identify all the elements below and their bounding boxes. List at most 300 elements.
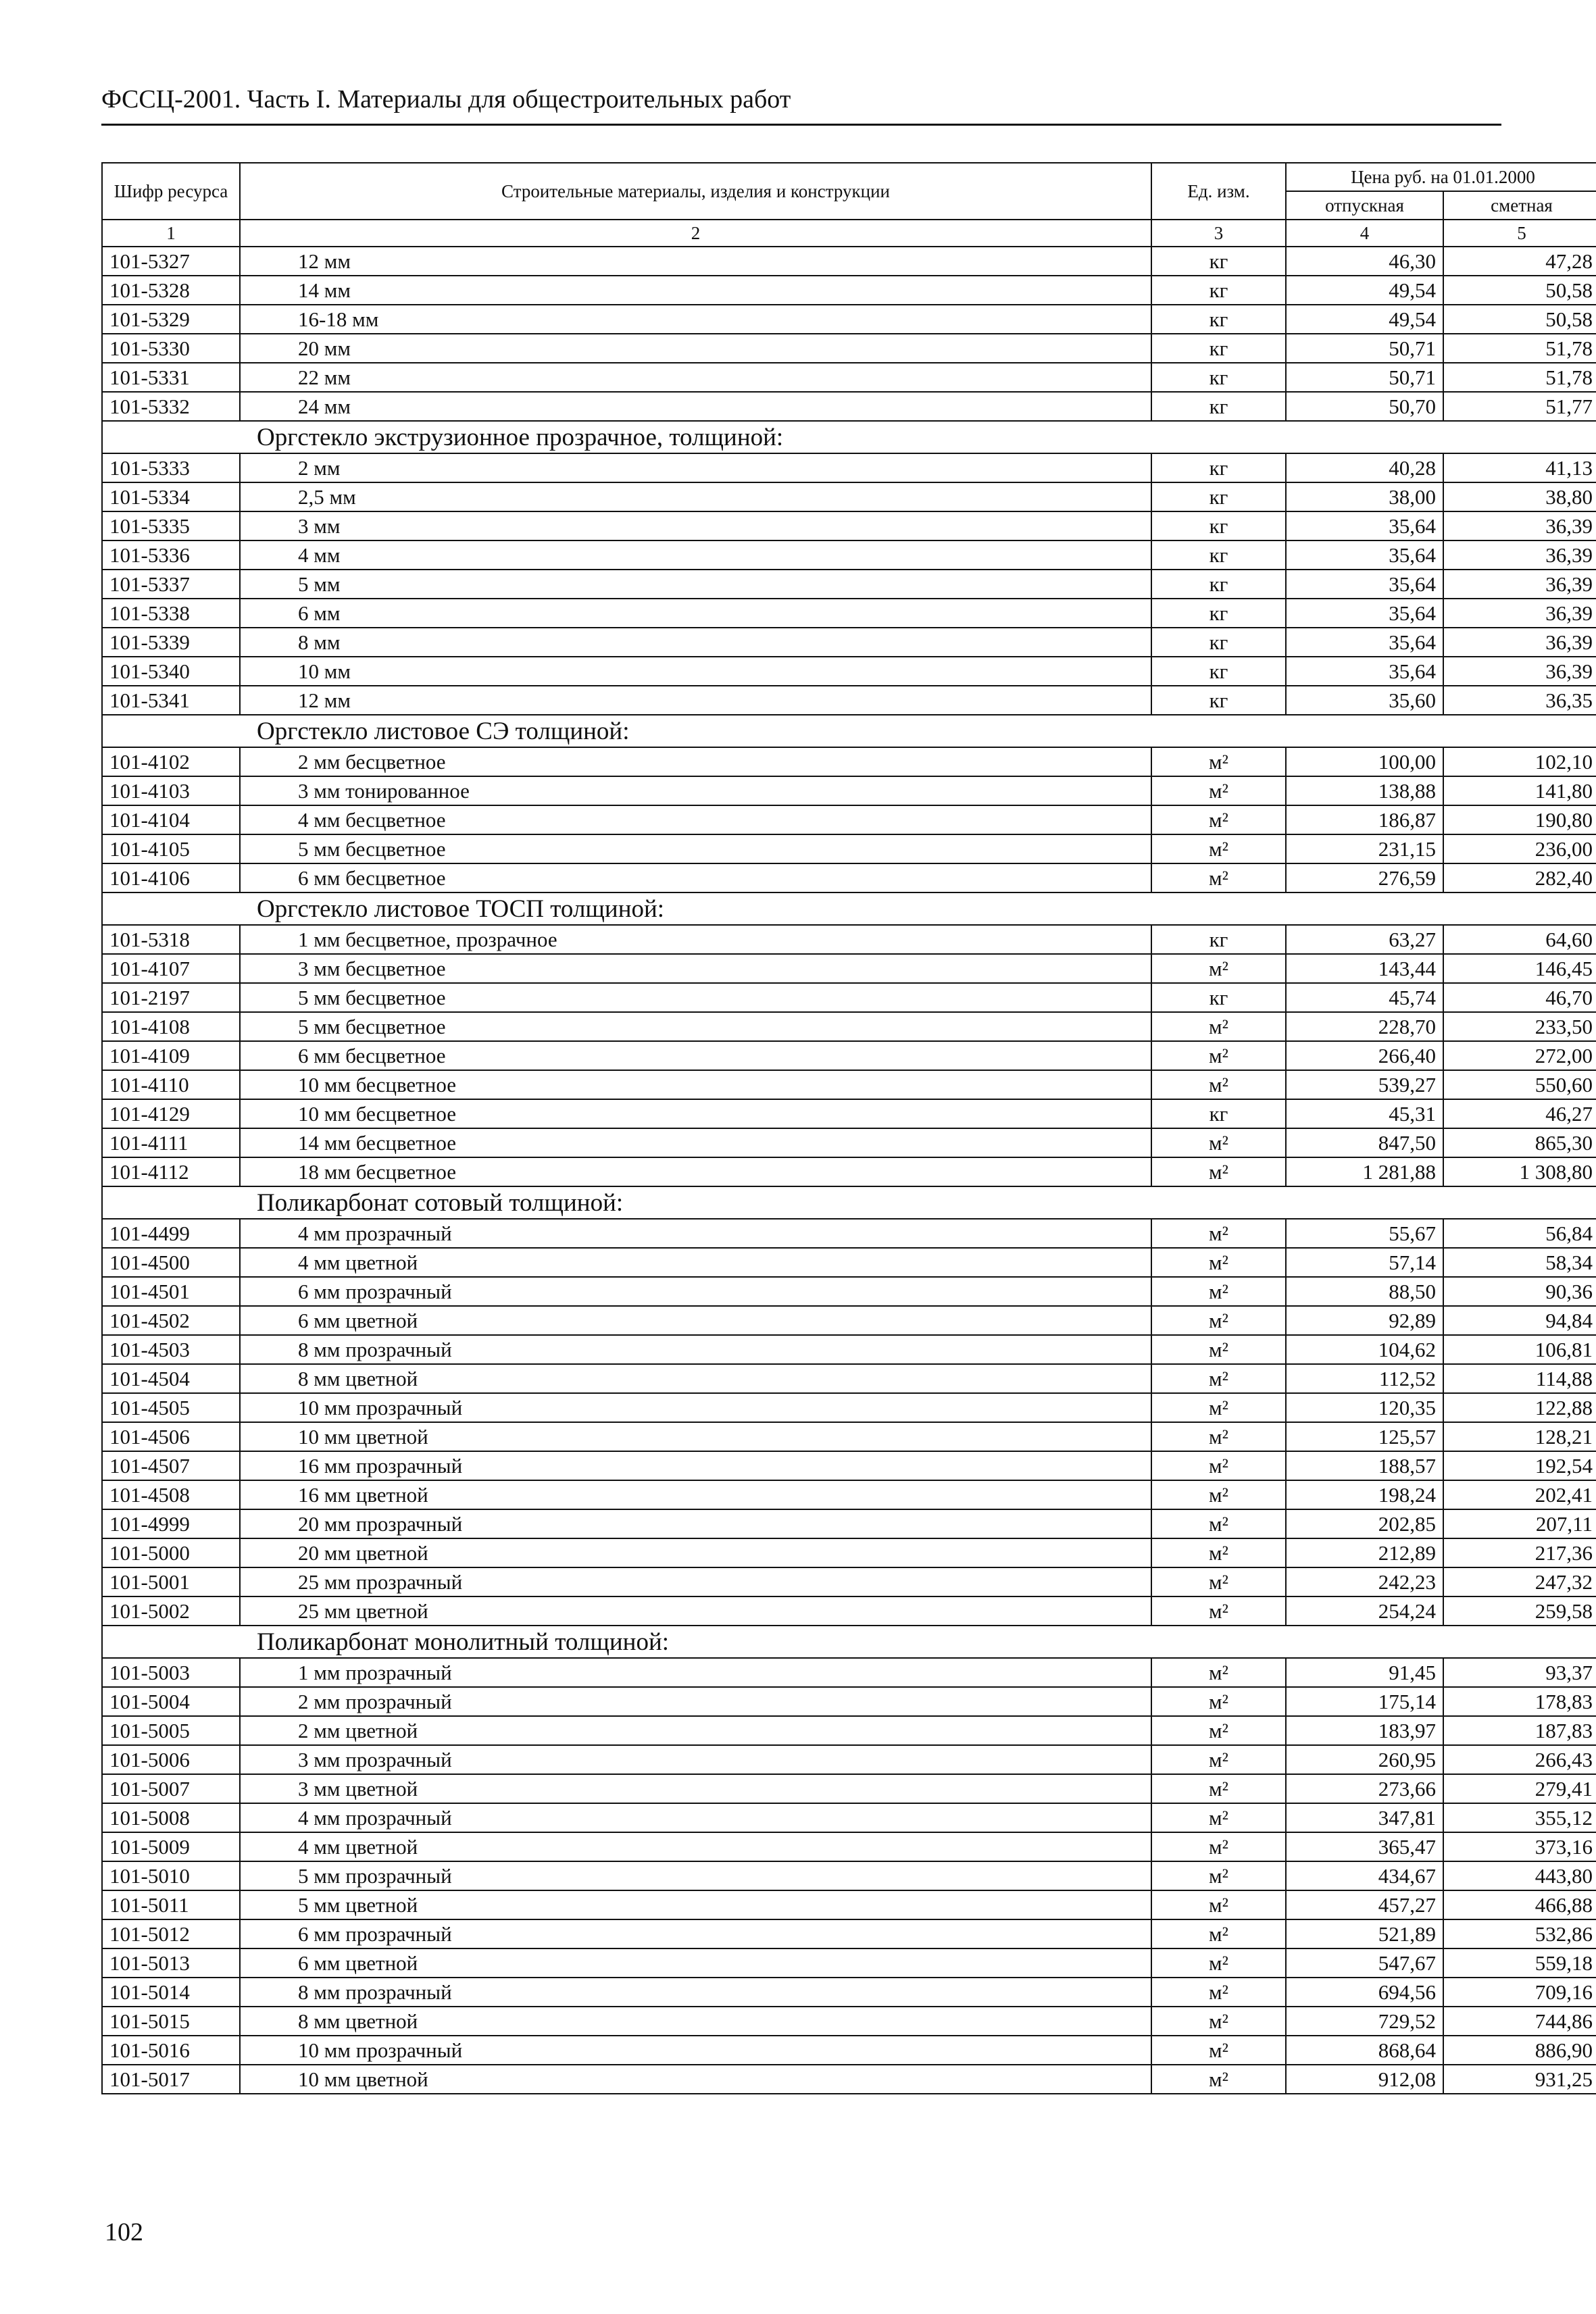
material-name: 2 мм цветной	[240, 1716, 1151, 1745]
release-price: 49,54	[1286, 276, 1443, 305]
resource-code: 101-4111	[102, 1128, 240, 1157]
unit-cell: м²	[1151, 2065, 1286, 2094]
estimate-price: 51,78	[1443, 363, 1596, 392]
material-name: 6 мм бесцветное	[240, 1041, 1151, 1070]
unit-cell: м²	[1151, 1567, 1286, 1596]
resource-code: 101-5012	[102, 1919, 240, 1948]
table-row	[102, 628, 1596, 657]
material-name: 1 мм прозрачный	[240, 1658, 1151, 1687]
release-price: 912,08	[1286, 2065, 1443, 2094]
release-price: 50,71	[1286, 363, 1443, 392]
table-row	[102, 1480, 1596, 1509]
table-row	[102, 1596, 1596, 1626]
estimate-price: 178,83	[1443, 1687, 1596, 1716]
unit-cell: м²	[1151, 1041, 1286, 1070]
table-row	[102, 1422, 1596, 1451]
release-price: 46,30	[1286, 247, 1443, 276]
release-price: 45,74	[1286, 983, 1443, 1012]
column-number: 2	[240, 220, 1151, 247]
estimate-price: 38,80	[1443, 482, 1596, 511]
unit-cell: м²	[1151, 834, 1286, 863]
material-name: 6 мм	[240, 599, 1151, 628]
resource-code: 101-4502	[102, 1306, 240, 1335]
release-price: 1 281,88	[1286, 1157, 1443, 1186]
material-name: 10 мм прозрачный	[240, 2036, 1151, 2065]
estimate-price: 202,41	[1443, 1480, 1596, 1509]
material-name: 4 мм прозрачный	[240, 1219, 1151, 1248]
material-name: 3 мм бесцветное	[240, 954, 1151, 983]
estimate-price: 550,60	[1443, 1070, 1596, 1099]
material-name: 2 мм	[240, 453, 1151, 482]
material-name: 5 мм прозрачный	[240, 1861, 1151, 1890]
table-row	[102, 747, 1596, 776]
material-name: 8 мм	[240, 628, 1151, 657]
unit-cell: м²	[1151, 747, 1286, 776]
release-price: 202,85	[1286, 1509, 1443, 1538]
estimate-price: 90,36	[1443, 1277, 1596, 1306]
resource-code: 101-5007	[102, 1774, 240, 1803]
table-row	[102, 305, 1596, 334]
unit-cell: кг	[1151, 392, 1286, 421]
table-row	[102, 925, 1596, 954]
section-row	[102, 421, 1596, 453]
release-price: 104,62	[1286, 1335, 1443, 1364]
table-row	[102, 482, 1596, 511]
table-row	[102, 1248, 1596, 1277]
table-row	[102, 1716, 1596, 1745]
unit-cell: м²	[1151, 1335, 1286, 1364]
release-price: 457,27	[1286, 1890, 1443, 1919]
unit-cell: м²	[1151, 1509, 1286, 1538]
resource-code: 101-4504	[102, 1364, 240, 1393]
unit-cell: м²	[1151, 805, 1286, 834]
release-price: 254,24	[1286, 1596, 1443, 1626]
estimate-price: 373,16	[1443, 1832, 1596, 1861]
release-price: 273,66	[1286, 1774, 1443, 1803]
material-name: 4 мм бесцветное	[240, 805, 1151, 834]
table-row	[102, 863, 1596, 892]
section-title: Оргстекло листовое СЭ толщиной:	[102, 715, 1596, 747]
resource-code: 101-5015	[102, 2007, 240, 2036]
table-header	[102, 163, 1596, 247]
material-name: 14 мм бесцветное	[240, 1128, 1151, 1157]
unit-cell: кг	[1151, 657, 1286, 686]
unit-cell: м²	[1151, 1422, 1286, 1451]
table-row	[102, 1219, 1596, 1248]
unit-cell: кг	[1151, 453, 1286, 482]
unit-cell: м²	[1151, 1596, 1286, 1626]
table-row	[102, 1306, 1596, 1335]
table-row	[102, 1538, 1596, 1567]
estimate-price: 50,58	[1443, 276, 1596, 305]
table-row	[102, 2065, 1596, 2094]
unit-cell: кг	[1151, 983, 1286, 1012]
table-row	[102, 1277, 1596, 1306]
material-name: 10 мм прозрачный	[240, 1393, 1151, 1422]
unit-cell: м²	[1151, 1978, 1286, 2007]
estimate-price: 709,16	[1443, 1978, 1596, 2007]
resource-code: 101-5002	[102, 1596, 240, 1626]
release-price: 365,47	[1286, 1832, 1443, 1861]
unit-cell: кг	[1151, 1099, 1286, 1128]
release-price: 212,89	[1286, 1538, 1443, 1567]
resource-code: 101-4503	[102, 1335, 240, 1364]
release-price: 91,45	[1286, 1658, 1443, 1687]
estimate-price: 865,30	[1443, 1128, 1596, 1157]
material-name: 5 мм	[240, 570, 1151, 599]
release-price: 539,27	[1286, 1070, 1443, 1099]
estimate-price: 36,39	[1443, 657, 1596, 686]
resource-code: 101-5336	[102, 540, 240, 570]
release-price: 120,35	[1286, 1393, 1443, 1422]
resource-code: 101-5010	[102, 1861, 240, 1890]
material-name: 6 мм цветной	[240, 1306, 1151, 1335]
estimate-price: 207,11	[1443, 1509, 1596, 1538]
material-name: 12 мм	[240, 247, 1151, 276]
table-row	[102, 1948, 1596, 1978]
release-price: 49,54	[1286, 305, 1443, 334]
unit-cell: м²	[1151, 1070, 1286, 1099]
unit-cell: кг	[1151, 540, 1286, 570]
estimate-price: 266,43	[1443, 1745, 1596, 1774]
resource-code: 101-5005	[102, 1716, 240, 1745]
header-estimate-price: сметная	[1443, 191, 1596, 220]
table-row	[102, 392, 1596, 421]
table-row	[102, 983, 1596, 1012]
header-release-price: отпускная	[1286, 191, 1443, 220]
estimate-price: 259,58	[1443, 1596, 1596, 1626]
table-row	[102, 1393, 1596, 1422]
resource-code: 101-5017	[102, 2065, 240, 2094]
estimate-price: 886,90	[1443, 2036, 1596, 2065]
unit-cell: кг	[1151, 570, 1286, 599]
estimate-price: 106,81	[1443, 1335, 1596, 1364]
material-name: 5 мм бесцветное	[240, 983, 1151, 1012]
estimate-price: 247,32	[1443, 1567, 1596, 1596]
resource-code: 101-4501	[102, 1277, 240, 1306]
table-row	[102, 657, 1596, 686]
estimate-price: 46,70	[1443, 983, 1596, 1012]
unit-cell: м²	[1151, 1716, 1286, 1745]
release-price: 112,52	[1286, 1364, 1443, 1393]
release-price: 276,59	[1286, 863, 1443, 892]
section-title: Оргстекло листовое ТОСП толщиной:	[102, 892, 1596, 925]
estimate-price: 233,50	[1443, 1012, 1596, 1041]
resource-code: 101-5341	[102, 686, 240, 715]
resource-code: 101-5337	[102, 570, 240, 599]
release-price: 260,95	[1286, 1745, 1443, 1774]
release-price: 50,71	[1286, 334, 1443, 363]
unit-cell: м²	[1151, 1832, 1286, 1861]
estimate-price: 58,34	[1443, 1248, 1596, 1277]
estimate-price: 744,86	[1443, 2007, 1596, 2036]
resource-code: 101-4106	[102, 863, 240, 892]
unit-cell: м²	[1151, 1480, 1286, 1509]
resource-code: 101-4507	[102, 1451, 240, 1480]
release-price: 55,67	[1286, 1219, 1443, 1248]
unit-cell: кг	[1151, 511, 1286, 540]
estimate-price: 279,41	[1443, 1774, 1596, 1803]
unit-cell: м²	[1151, 1890, 1286, 1919]
table-row	[102, 363, 1596, 392]
material-name: 4 мм	[240, 540, 1151, 570]
material-name: 6 мм бесцветное	[240, 863, 1151, 892]
estimate-price: 272,00	[1443, 1041, 1596, 1070]
release-price: 40,28	[1286, 453, 1443, 482]
material-name: 4 мм цветной	[240, 1248, 1151, 1277]
resource-code: 101-4999	[102, 1509, 240, 1538]
unit-cell: м²	[1151, 863, 1286, 892]
unit-cell: м²	[1151, 1364, 1286, 1393]
resource-code: 101-5328	[102, 276, 240, 305]
resource-code: 101-5006	[102, 1745, 240, 1774]
release-price: 35,64	[1286, 540, 1443, 570]
release-price: 57,14	[1286, 1248, 1443, 1277]
unit-cell: м²	[1151, 1687, 1286, 1716]
material-name: 16 мм цветной	[240, 1480, 1151, 1509]
table-row	[102, 2007, 1596, 2036]
resource-code: 101-5333	[102, 453, 240, 482]
release-price: 50,70	[1286, 392, 1443, 421]
price-table	[101, 162, 1596, 2094]
material-name: 24 мм	[240, 392, 1151, 421]
release-price: 63,27	[1286, 925, 1443, 954]
resource-code: 101-4102	[102, 747, 240, 776]
table-row	[102, 1745, 1596, 1774]
material-name: 10 мм бесцветное	[240, 1099, 1151, 1128]
release-price: 35,64	[1286, 657, 1443, 686]
resource-code: 101-5339	[102, 628, 240, 657]
material-name: 8 мм цветной	[240, 2007, 1151, 2036]
resource-code: 101-5335	[102, 511, 240, 540]
table-row	[102, 1861, 1596, 1890]
release-price: 92,89	[1286, 1306, 1443, 1335]
header-rule	[101, 124, 1501, 126]
release-price: 694,56	[1286, 1978, 1443, 2007]
resource-code: 101-4103	[102, 776, 240, 805]
release-price: 434,67	[1286, 1861, 1443, 1890]
unit-cell: м²	[1151, 1219, 1286, 1248]
unit-cell: м²	[1151, 776, 1286, 805]
resource-code: 101-4108	[102, 1012, 240, 1041]
material-name: 14 мм	[240, 276, 1151, 305]
release-price: 138,88	[1286, 776, 1443, 805]
estimate-price: 36,39	[1443, 570, 1596, 599]
table-row	[102, 1919, 1596, 1948]
release-price: 45,31	[1286, 1099, 1443, 1128]
table-row	[102, 1012, 1596, 1041]
table-row	[102, 1567, 1596, 1596]
material-name: 2 мм бесцветное	[240, 747, 1151, 776]
section-row	[102, 715, 1596, 747]
page-header: ФССЦ-2001. Часть I. Материалы для общестроительных работ	[101, 85, 791, 114]
unit-cell: м²	[1151, 1248, 1286, 1277]
release-price: 38,00	[1286, 482, 1443, 511]
release-price: 188,57	[1286, 1451, 1443, 1480]
material-name: 6 мм цветной	[240, 1948, 1151, 1978]
material-name: 20 мм цветной	[240, 1538, 1151, 1567]
unit-cell: м²	[1151, 1012, 1286, 1041]
resource-code: 101-5008	[102, 1803, 240, 1832]
unit-cell: м²	[1151, 1861, 1286, 1890]
release-price: 100,00	[1286, 747, 1443, 776]
resource-code: 101-5330	[102, 334, 240, 363]
material-name: 4 мм прозрачный	[240, 1803, 1151, 1832]
resource-code: 101-5016	[102, 2036, 240, 2065]
estimate-price: 466,88	[1443, 1890, 1596, 1919]
release-price: 35,64	[1286, 628, 1443, 657]
release-price: 228,70	[1286, 1012, 1443, 1041]
resource-code: 101-5011	[102, 1890, 240, 1919]
estimate-price: 51,77	[1443, 392, 1596, 421]
material-name: 10 мм цветной	[240, 1422, 1151, 1451]
material-name: 10 мм бесцветное	[240, 1070, 1151, 1099]
unit-cell: кг	[1151, 276, 1286, 305]
table-row	[102, 247, 1596, 276]
table-row	[102, 1335, 1596, 1364]
material-name: 8 мм прозрачный	[240, 1335, 1151, 1364]
unit-cell: м²	[1151, 1451, 1286, 1480]
table-row	[102, 2036, 1596, 2065]
release-price: 35,60	[1286, 686, 1443, 715]
table-row	[102, 805, 1596, 834]
material-name: 5 мм бесцветное	[240, 1012, 1151, 1041]
resource-code: 101-4105	[102, 834, 240, 863]
resource-code: 101-5009	[102, 1832, 240, 1861]
table-row	[102, 1774, 1596, 1803]
release-price: 547,67	[1286, 1948, 1443, 1978]
release-price: 729,52	[1286, 2007, 1443, 2036]
release-price: 198,24	[1286, 1480, 1443, 1509]
unit-cell: кг	[1151, 628, 1286, 657]
material-name: 3 мм тонированное	[240, 776, 1151, 805]
resource-code: 101-5340	[102, 657, 240, 686]
resource-code: 101-4505	[102, 1393, 240, 1422]
estimate-price: 94,84	[1443, 1306, 1596, 1335]
unit-cell: м²	[1151, 1157, 1286, 1186]
unit-cell: м²	[1151, 1658, 1286, 1687]
resource-code: 101-4500	[102, 1248, 240, 1277]
material-name: 20 мм	[240, 334, 1151, 363]
estimate-price: 443,80	[1443, 1861, 1596, 1890]
material-name: 5 мм бесцветное	[240, 834, 1151, 863]
material-name: 3 мм цветной	[240, 1774, 1151, 1803]
estimate-price: 102,10	[1443, 747, 1596, 776]
estimate-price: 36,35	[1443, 686, 1596, 715]
unit-cell: м²	[1151, 1277, 1286, 1306]
resource-code: 101-4107	[102, 954, 240, 983]
release-price: 231,15	[1286, 834, 1443, 863]
header-unit: Ед. изм.	[1151, 163, 1286, 220]
resource-code: 101-4104	[102, 805, 240, 834]
table-row	[102, 511, 1596, 540]
estimate-price: 46,27	[1443, 1099, 1596, 1128]
unit-cell: м²	[1151, 1306, 1286, 1335]
release-price: 847,50	[1286, 1128, 1443, 1157]
section-title: Поликарбонат монолитный толщиной:	[102, 1626, 1596, 1658]
unit-cell: м²	[1151, 1774, 1286, 1803]
material-name: 2 мм прозрачный	[240, 1687, 1151, 1716]
resource-code: 101-4506	[102, 1422, 240, 1451]
table-row	[102, 334, 1596, 363]
unit-cell: м²	[1151, 2036, 1286, 2065]
estimate-price: 192,54	[1443, 1451, 1596, 1480]
resource-code: 101-4499	[102, 1219, 240, 1248]
material-name: 22 мм	[240, 363, 1151, 392]
table-row	[102, 1978, 1596, 2007]
header-code: Шифр ресурса	[102, 163, 240, 220]
material-name: 10 мм цветной	[240, 2065, 1151, 2094]
estimate-price: 141,80	[1443, 776, 1596, 805]
table-row	[102, 540, 1596, 570]
resource-code: 101-5000	[102, 1538, 240, 1567]
table-row	[102, 1658, 1596, 1687]
section-row	[102, 892, 1596, 925]
table-row	[102, 1070, 1596, 1099]
unit-cell: м²	[1151, 1393, 1286, 1422]
material-name: 25 мм цветной	[240, 1596, 1151, 1626]
unit-cell: м²	[1151, 1745, 1286, 1774]
unit-cell: м²	[1151, 1948, 1286, 1978]
resource-code: 101-5004	[102, 1687, 240, 1716]
estimate-price: 56,84	[1443, 1219, 1596, 1248]
estimate-price: 128,21	[1443, 1422, 1596, 1451]
unit-cell: кг	[1151, 247, 1286, 276]
resource-code: 101-5334	[102, 482, 240, 511]
unit-cell: кг	[1151, 686, 1286, 715]
material-name: 4 мм цветной	[240, 1832, 1151, 1861]
material-name: 8 мм цветной	[240, 1364, 1151, 1393]
column-number: 3	[1151, 220, 1286, 247]
resource-code: 101-5014	[102, 1978, 240, 2007]
estimate-price: 1 308,80	[1443, 1157, 1596, 1186]
resource-code: 101-5327	[102, 247, 240, 276]
estimate-price: 122,88	[1443, 1393, 1596, 1422]
material-name: 6 мм прозрачный	[240, 1919, 1151, 1948]
column-number-row	[102, 220, 1596, 247]
release-price: 521,89	[1286, 1919, 1443, 1948]
release-price: 868,64	[1286, 2036, 1443, 2065]
material-name: 3 мм	[240, 511, 1151, 540]
estimate-price: 282,40	[1443, 863, 1596, 892]
resource-code: 101-5003	[102, 1658, 240, 1687]
estimate-price: 36,39	[1443, 540, 1596, 570]
estimate-price: 190,80	[1443, 805, 1596, 834]
table-row	[102, 599, 1596, 628]
release-price: 266,40	[1286, 1041, 1443, 1070]
unit-cell: кг	[1151, 925, 1286, 954]
release-price: 175,14	[1286, 1687, 1443, 1716]
estimate-price: 217,36	[1443, 1538, 1596, 1567]
estimate-price: 64,60	[1443, 925, 1596, 954]
estimate-price: 50,58	[1443, 305, 1596, 334]
release-price: 88,50	[1286, 1277, 1443, 1306]
material-name: 12 мм	[240, 686, 1151, 715]
table-row	[102, 1890, 1596, 1919]
material-name: 6 мм прозрачный	[240, 1277, 1151, 1306]
resource-code: 101-4112	[102, 1157, 240, 1186]
estimate-price: 93,37	[1443, 1658, 1596, 1687]
table-row	[102, 1041, 1596, 1070]
release-price: 143,44	[1286, 954, 1443, 983]
table-row	[102, 1128, 1596, 1157]
unit-cell: м²	[1151, 1538, 1286, 1567]
table-body	[102, 247, 1596, 2094]
release-price: 183,97	[1286, 1716, 1443, 1745]
unit-cell: кг	[1151, 482, 1286, 511]
estimate-price: 47,28	[1443, 247, 1596, 276]
table-row	[102, 1509, 1596, 1538]
